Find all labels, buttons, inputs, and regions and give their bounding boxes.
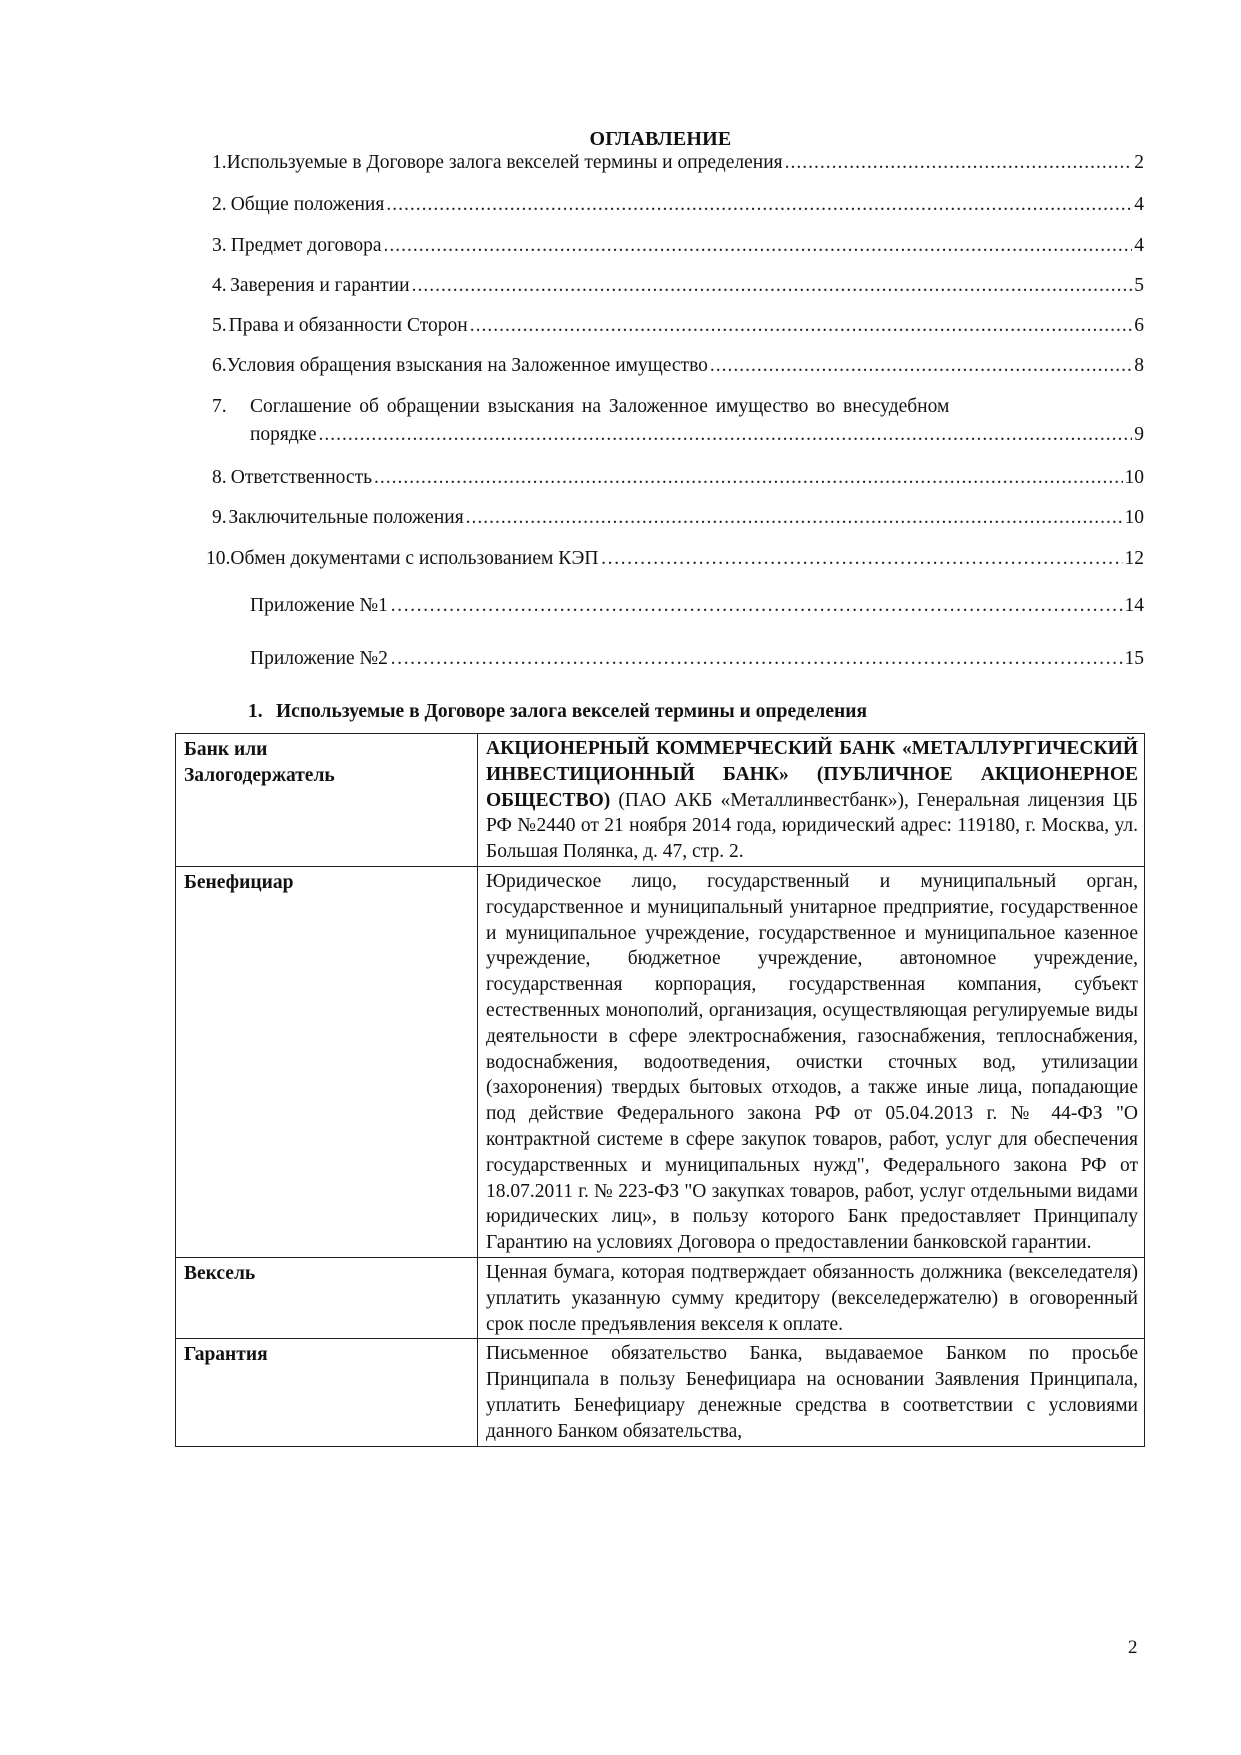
- term-cell: Гарантия: [176, 1339, 478, 1446]
- section-heading: [248, 701, 867, 723]
- toc-item[interactable]: [212, 355, 1144, 377]
- toc-item-label: Используемые в Договоре залога векселей термины и определения: [226, 152, 783, 173]
- definitions-table: [175, 733, 1145, 1447]
- toc-dot-leader: [466, 507, 1123, 529]
- toc-dot-leader: [710, 355, 1132, 377]
- toc-item[interactable]: [206, 548, 1144, 570]
- toc-item-number: 8.: [212, 467, 227, 488]
- toc-dot-leader: [374, 467, 1123, 489]
- toc-item-appendix-1[interactable]: [250, 595, 1144, 617]
- toc-item-label: Общие положения: [230, 194, 385, 215]
- toc-item-label: Заключительные положения: [228, 507, 464, 528]
- toc-dot-leader: [600, 548, 1122, 570]
- toc-item[interactable]: [212, 396, 1144, 445]
- term-label-line1: Банк или: [184, 739, 268, 760]
- toc-item[interactable]: [212, 194, 1144, 216]
- definition-cell: [478, 734, 1145, 867]
- toc-dot-leader: [412, 275, 1133, 297]
- term-cell: Вексель: [176, 1257, 478, 1338]
- toc-item-label: Права и обязанности Сторон: [228, 315, 468, 336]
- table-row: [176, 866, 1145, 1257]
- toc-item-label: Приложение №1: [250, 595, 388, 616]
- definition-cell: Письменное обязательство Банка, выдаваемое Банком по просьбе Принципала в пользу Бенефициара на основании Заявления Принципала, уплатить Бенефициару денежные средства в соответствии с условиями данного Банком обязательства,: [478, 1339, 1145, 1446]
- toc-item-page: 6: [1134, 315, 1144, 336]
- toc-item[interactable]: [212, 467, 1144, 489]
- toc-item-label: Условия обращения взыскания на Заложенное имущество: [226, 355, 708, 376]
- table-row: [176, 734, 1145, 867]
- toc-item-number: 3.: [212, 235, 227, 256]
- page-number: 2: [1128, 1637, 1138, 1658]
- toc-item-number: 1.: [212, 152, 227, 173]
- toc-item-page: 12: [1124, 548, 1144, 569]
- table-row: [176, 1257, 1145, 1338]
- toc-dot-leader: [785, 152, 1133, 174]
- toc-dot-leader: [386, 194, 1132, 216]
- toc-item-number: 2.: [212, 194, 227, 215]
- definition-cell: Юридическое лицо, государственный и муниципальный орган, государственное и муниципальный унитарное предприятие, государственное и муниципальное учреждение, государственное и муниципальное казенное учреждение, бюджетное учреждение, автономное учреждение, государственная корпорация, государственная компания, субъект естественных монополий, организация, осуществляющая регулируемые виды деятельности в сфере электроснабжения, газоснабжения, теплоснабжения, водоснабжения, водоотведения, очистки сточных вод, утилизации (захоронения) твердых бытовых отходов, а также иные лица, попадающие под действие Федерального закона РФ от 05.04.2013 г. № 44-ФЗ "О контрактной системе в сфере закупок товаров, работ, услуг для обеспечения государственных и муниципальных нужд", Федерального закона РФ от 18.07.2011 г. № 223-ФЗ "О закупках товаров, работ, услуг отдельными видами юридических лиц», в пользу которого Банк предоставляет Принципалу Гарантию на условиях Договора о предоставлении банковской гарантии.: [478, 866, 1145, 1257]
- toc-item-page: 9: [1134, 424, 1144, 445]
- toc-item-number: 5.: [212, 315, 227, 336]
- toc-item-page: 10: [1124, 467, 1144, 488]
- toc-item-page: 14: [1124, 595, 1144, 616]
- toc-item-page: 4: [1134, 194, 1144, 215]
- toc-item[interactable]: [212, 315, 1144, 337]
- toc-dot-leader: [470, 315, 1133, 337]
- toc-item-label: Заверения и гарантии: [230, 275, 410, 296]
- toc-item-page: 15: [1124, 648, 1144, 669]
- toc-item-label: Приложение №2: [250, 648, 388, 669]
- toc-item-appendix-2[interactable]: [250, 648, 1144, 670]
- section-title: Используемые в Договоре залога векселей термины и определения: [276, 701, 868, 722]
- toc-item-label: Предмет договора: [230, 235, 382, 256]
- toc-item-page: 2: [1134, 152, 1144, 173]
- term-cell: [176, 734, 478, 867]
- section-number: 1.: [248, 701, 263, 722]
- toc-item-number: 9.: [212, 507, 227, 528]
- toc-item[interactable]: [212, 507, 1144, 529]
- toc-item-number: 7.: [212, 396, 227, 417]
- toc-item-number: 4.: [212, 275, 227, 296]
- toc-dot-leader: [390, 648, 1123, 670]
- toc-dot-leader: [318, 424, 1132, 446]
- toc-item-label-line2: порядке: [250, 424, 317, 445]
- toc-dot-leader: [383, 235, 1132, 257]
- toc-item-number: 10.: [206, 548, 231, 569]
- table-row: [176, 1339, 1145, 1446]
- term-cell: Бенефициар: [176, 866, 478, 1257]
- toc-item[interactable]: [212, 152, 1144, 174]
- toc-item-label: Ответственность: [230, 467, 372, 488]
- toc-item[interactable]: [212, 275, 1144, 297]
- toc-item-page: 8: [1134, 355, 1144, 376]
- toc-item[interactable]: [212, 235, 1144, 257]
- toc-item-label: Обмен документами с использованием КЭП: [230, 548, 599, 569]
- term-label-line2: Залогодержатель: [184, 764, 335, 786]
- toc-item-page: 10: [1124, 507, 1144, 528]
- toc-item-page: 5: [1134, 275, 1144, 296]
- bank-full-name: АКЦИОНЕРНЫЙ КОММЕРЧЕСКИЙ БАНК «МЕТАЛЛУРГИЧЕСКИЙ ИНВЕСТИЦИОННЫЙ БАНК» (ПУБЛИЧНОЕ АКЦИОНЕРНОЕ ОБЩЕСТВО): [486, 738, 1138, 811]
- toc-dot-leader: [390, 595, 1123, 617]
- bank-details: (ПАО АКБ «Металлинвестбанк»), Генеральная лицензия ЦБ РФ №2440 от 21 ноября 2014 года, юридический адрес: 119180, г. Москва, ул. Большая Полянка, д. 47, стр. 2.: [486, 789, 1138, 863]
- toc-item-label-line1: Соглашение об обращении взыскания на Заложенное имущество во внесудебном: [250, 396, 950, 417]
- toc-title: ОГЛАВЛЕНИЕ: [589, 128, 732, 150]
- definition-cell: Ценная бумага, которая подтверждает обязанность должника (векселедателя) уплатить указанную сумму кредитору (векселедержателю) в оговоренный срок после предъявления векселя к оплате.: [478, 1257, 1145, 1338]
- toc-item-page: 4: [1134, 235, 1144, 256]
- toc-item-number: 6.: [212, 355, 227, 376]
